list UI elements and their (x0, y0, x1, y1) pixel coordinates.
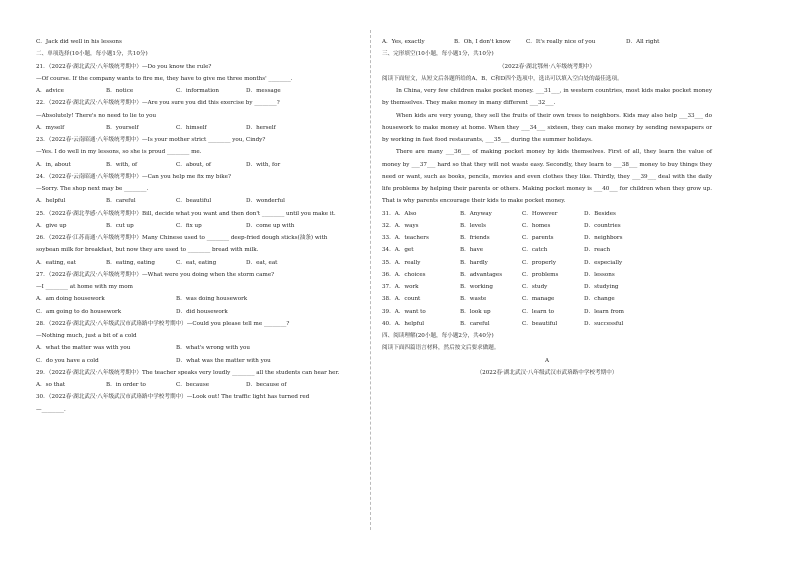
option: B．look up (460, 308, 491, 315)
question-line: —Yes. I do well in my lessons, so she is proud ________ me. (36, 149, 202, 156)
option: A．myself (36, 124, 65, 131)
question-line: 二、单项选择(10小题，每小题1分，共10分) (36, 51, 148, 58)
question-line: —Of course. If the company wants to fire me, they have to give me three months' ________. (36, 75, 293, 82)
option: 37．A．work (382, 284, 419, 290)
option: B．working (460, 284, 493, 290)
answer-options (36, 195, 376, 207)
option: D．did housework (176, 308, 228, 315)
option: A．so that (36, 382, 66, 388)
option: D．eat, eat (246, 259, 278, 266)
option: D．with, for (246, 161, 281, 168)
option: 33．A．teachers (382, 235, 429, 241)
option: 38．A．count (382, 296, 421, 303)
option: C．study (522, 284, 548, 290)
option: B．hardly (460, 259, 488, 266)
option: B．in order to (106, 382, 146, 388)
option: B．careful (460, 320, 490, 327)
question-line: 27．（2022春·湖北武汉·八年级统考期中）—What were you doing when the storm came? (36, 271, 275, 278)
option: B．eating, eating (106, 259, 155, 266)
option: 40．A．helpful (382, 320, 425, 327)
answer-options (36, 293, 376, 305)
section-4-title: 四、阅读理解(20小题，每小题2分，共40分) (382, 333, 494, 339)
option: D．reach (584, 247, 611, 254)
question-line: 23．（2022春·云南昭通·八年级统考期中）—Is your mother strict ________ you, Cindy? (36, 137, 266, 143)
cloze-option-row (382, 257, 712, 269)
option: A．Yes, exactly (382, 39, 425, 45)
option: D．especially (584, 259, 623, 266)
option: D．message (246, 88, 281, 94)
answer-options (36, 342, 376, 354)
option: A．in, about (36, 161, 71, 168)
option: C．beautiful (176, 198, 212, 205)
option: 39．A．want to (382, 308, 426, 315)
option: A．eating, eat (36, 259, 76, 266)
option: C．It's really nice of you (526, 39, 596, 45)
option: D．wonderful (246, 198, 285, 205)
option: B．careful (106, 198, 136, 205)
option: D．All right (626, 39, 660, 45)
option: B．Oh, I don't know (454, 39, 511, 45)
answer-options (36, 220, 376, 232)
option: C．learn to (522, 308, 554, 315)
option: D．Besides (584, 210, 616, 217)
option: 36．A．choices (382, 271, 426, 278)
option: B．notice (106, 88, 134, 94)
option: B．levels (460, 222, 486, 229)
option: D．lessons (584, 271, 615, 278)
answer-options (36, 122, 376, 134)
option: C．problems (522, 271, 559, 278)
option: D．herself (246, 124, 276, 131)
cloze-option-row (382, 208, 712, 220)
option: C．because (176, 382, 210, 388)
answer-options (36, 379, 376, 391)
cloze-option-row (382, 293, 712, 305)
question-line: 22．（2022春·湖北武汉·八年级统考期中）—Are you sure you did this exercise by ________? (36, 100, 280, 107)
cloze-option-row (382, 318, 712, 330)
option: 32．A．ways (382, 222, 419, 229)
question-line: 29．（2022春·湖北武汉·八年级统考期中）The teacher speaks very loudly ________ all the students can hear her. (36, 369, 340, 376)
option: C．properly (522, 259, 557, 266)
option: B．waste (460, 296, 487, 303)
option: B．what's wrong with you (176, 345, 250, 352)
answer-options (36, 85, 376, 97)
option: C．himself (176, 124, 207, 131)
option: D．neighbors (584, 235, 623, 241)
cloze-options (382, 208, 712, 331)
cloze-option-row (382, 281, 712, 293)
passage-letter: A (544, 357, 550, 364)
question-line: —Sorry. The shop next may be ________. (36, 186, 149, 192)
option: D．successful (584, 320, 624, 327)
passage-paragraph: When kids are very young, they sell the fruits of their own trees to neighbors. Kids may also help ___33___ do housework to make money at home. When they ___34___ sixteen, they can make money by sending newspapers or by working in fast food restaurants, ___35___ during the summer holidays. (382, 112, 712, 143)
option: D．learn from (584, 308, 624, 315)
option: C．manage (522, 296, 555, 303)
option: 35．A．really (382, 259, 421, 266)
cloze-option-row (382, 232, 712, 244)
q30-options (382, 36, 712, 48)
option: 34．A．get (382, 247, 414, 254)
question-line: 21．（2022春·湖北武汉·八年级统考期中）—Do you know the rule? (36, 63, 212, 70)
left-column (36, 36, 376, 416)
option: C．am going to do housework (36, 308, 122, 315)
passage-paragraph: There are many ___36___ of making pocket money by kids themselves. First of all, they learn the value of money by ___37___ hard so that they will not waste easy. Secondly, they learn to ___38___ money to buy things they need or want, such as books, pencils, movies and even clothes they like. Thirdly, they ___39___ deal with the daily life problems by helping their parents or others. Making pocket money is ___40___ for children when they grow up. That is why parents encourage their kids to make pocket money. (382, 149, 712, 205)
question-line: 28．（2022春·湖北武汉·八年级武汉市武珞路中学校考期中）—Could you please tell me ________? (36, 320, 290, 327)
passage-paragraph: In China, very few children make pocket money. ___31___, in western countries, most kids make pocket money by themselves. They make money in many different ___32___. (382, 88, 712, 107)
question-line: C．Jack did well in his lessons (36, 39, 122, 45)
option: B．friends (460, 235, 490, 241)
option: B．Anyway (460, 210, 492, 217)
option: C．do you have a cold (36, 357, 99, 364)
answer-options (36, 159, 376, 171)
option: C．However (522, 210, 558, 217)
option: D．change (584, 296, 615, 303)
option: A．am doing housework (36, 296, 105, 303)
option: D．because of (246, 382, 287, 388)
question-line: —Nothing much, just a bit of a cold (36, 333, 137, 339)
option: D．countries (584, 222, 621, 229)
option: C．parents (522, 235, 554, 241)
option: D．come up with (246, 222, 295, 229)
question-line: —Absolutely! There's no need to lie to you (36, 112, 157, 119)
section-4-source: （2022春·湖北武汉·八年级武汉市武珞路中学校考期中） (476, 369, 618, 376)
option: A．give up (36, 222, 67, 229)
option: C．homes (522, 222, 551, 229)
option: D．what was the matter with you (176, 357, 271, 364)
section-3-title: 三、完形填空(10小题，每小题1分，共10分) (382, 51, 494, 58)
section-3-source: （2022春·湖北鄂州·八年级统考期中） (498, 63, 596, 70)
option: C．information (176, 88, 220, 94)
answer-options (36, 306, 376, 318)
answer-options (36, 257, 376, 269)
option: A．what the matter was with you (36, 345, 131, 352)
cloze-option-row (382, 269, 712, 281)
option: B．was doing housework (176, 296, 248, 303)
option: 31．A．Also (382, 210, 417, 217)
cloze-option-row (382, 244, 712, 256)
option: C．catch (522, 247, 548, 254)
section-4-instruction: 阅读下面四篇语言材料，然后按文后要求做题。 (382, 345, 500, 352)
question-line: 30．（2022春·湖北武汉·八年级武汉市武珞路中学校考期中）—Look out! The traffic light has turned red (36, 394, 310, 401)
option: C．beautiful (522, 320, 558, 327)
option: B．have (460, 247, 484, 254)
question-line: 25．（2022春·湖北孝感·八年级统考期中）Bill, decide what you want and then don't ________ until you make it. (36, 210, 336, 217)
question-line: soybean milk for breakfast, but now they are used to ________ bread with milk. (36, 247, 259, 254)
right-column (382, 36, 712, 379)
option: B．advantages (460, 271, 503, 278)
cloze-option-row (382, 306, 712, 318)
option: B．cut up (106, 222, 134, 229)
question-line: 26．（2022春·江苏南通·八年级统考期中）Many Chinese used to ________ deep-fried dough sticks(油条) with (36, 235, 328, 241)
option: A．advice (36, 88, 64, 94)
option: C．fix up (176, 222, 202, 229)
option: A．helpful (36, 198, 66, 205)
option: B．yourself (106, 124, 139, 131)
option: B．with, of (106, 161, 138, 168)
option: D．studying (584, 284, 619, 290)
question-line: 24．（2022春·云南昭通·八年级统考期中）—Can you help me fix my bike? (36, 173, 231, 180)
question-line: —________. (36, 406, 66, 413)
option: C．about, of (176, 161, 212, 168)
section-3-instruction: 阅读下面短文，从短文后各题所给的A、B、C和D四个选项中，选出可以填入空白处的最佳选项。 (382, 75, 623, 82)
option: C．eat, eating (176, 259, 217, 266)
question-line: —I ________ at home with my mom (36, 284, 133, 290)
cloze-option-row (382, 220, 712, 232)
answer-options (36, 355, 376, 367)
